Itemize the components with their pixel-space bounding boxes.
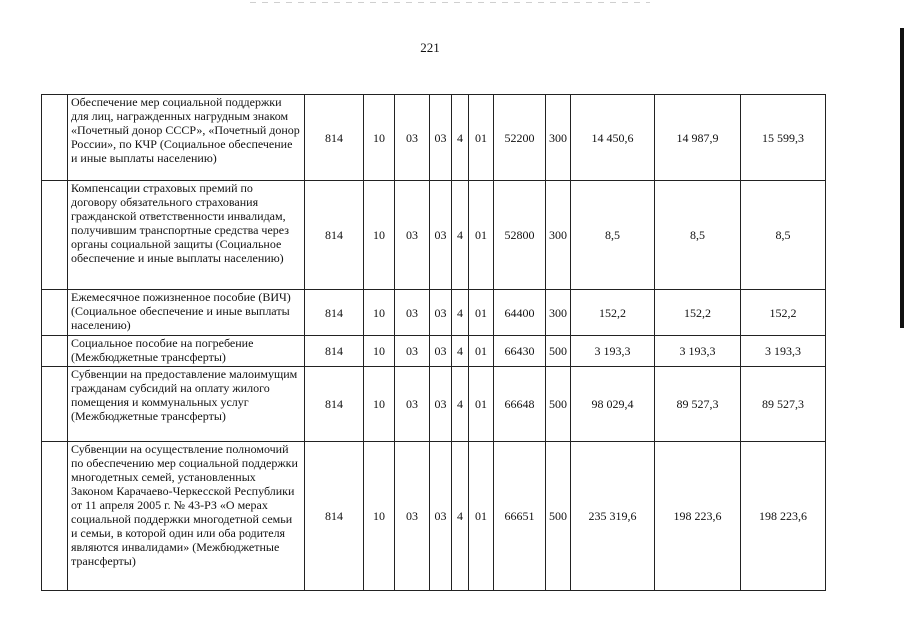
code-cell: 500 — [546, 367, 571, 442]
scan-edge-shadow — [900, 28, 904, 328]
code-cell: 4 — [452, 95, 469, 181]
code-cell: 814 — [305, 95, 364, 181]
code-cell: 4 — [452, 181, 469, 290]
code-cell: 01 — [469, 442, 494, 591]
description-cell: Субвенции на осуществление полномочий по обеспечению мер социальной поддержки многодетных семей, установленных Законом Карачаево-Черкесской Республики от 11 апреля 2005 г. № 43-РЗ «О мерах социальной поддержки многодетной семьи и семьи, в которой один или оба родителя являются инвалидами» (Межбюджетные трансферты) — [68, 442, 305, 591]
code-cell: 01 — [469, 181, 494, 290]
table-row — [42, 442, 826, 591]
code-cell: 10 — [364, 367, 395, 442]
code-cell: 03 — [430, 95, 452, 181]
amount-cell: 198 223,6 — [655, 442, 741, 591]
amount-cell: 14 450,6 — [571, 95, 655, 181]
amount-cell: 198 223,6 — [741, 442, 826, 591]
description-cell: Обеспечение мер социальной поддержки для лиц, награжденных нагрудным знаком «Почетный донор СССР», «Почетный донор России», по КЧР (Социальное обеспечение и иные выплаты населению) — [68, 95, 305, 181]
amount-cell: 152,2 — [741, 290, 826, 336]
code-cell: 03 — [430, 181, 452, 290]
amount-cell: 235 319,6 — [571, 442, 655, 591]
amount-cell: 8,5 — [741, 181, 826, 290]
code-cell: 10 — [364, 181, 395, 290]
code-cell: 52200 — [494, 95, 546, 181]
code-cell: 01 — [469, 95, 494, 181]
amount-cell: 89 527,3 — [655, 367, 741, 442]
code-cell: 03 — [395, 181, 430, 290]
row-number-cell — [42, 442, 68, 591]
code-cell: 814 — [305, 442, 364, 591]
amount-cell: 89 527,3 — [741, 367, 826, 442]
code-cell: 500 — [546, 336, 571, 367]
code-cell: 814 — [305, 181, 364, 290]
description-cell: Компенсации страховых премий по договору обязательного страхования гражданской ответственности инвалидам, получившим транспортные средства через органы социальной защиты (Социальное обеспечение и иные выплаты населению) — [68, 181, 305, 290]
code-cell: 814 — [305, 290, 364, 336]
code-cell: 03 — [395, 336, 430, 367]
row-number-cell — [42, 290, 68, 336]
table-row — [42, 367, 826, 442]
code-cell: 03 — [430, 367, 452, 442]
code-cell: 03 — [430, 442, 452, 591]
amount-cell: 15 599,3 — [741, 95, 826, 181]
code-cell: 10 — [364, 442, 395, 591]
code-cell: 03 — [430, 336, 452, 367]
code-cell: 66430 — [494, 336, 546, 367]
code-cell: 03 — [395, 367, 430, 442]
scan-artifact-line — [250, 2, 650, 3]
code-cell: 01 — [469, 336, 494, 367]
page-number: 221 — [420, 40, 440, 55]
amount-cell: 8,5 — [655, 181, 741, 290]
row-number-cell — [42, 181, 68, 290]
code-cell: 64400 — [494, 290, 546, 336]
row-number-cell — [42, 95, 68, 181]
code-cell: 66648 — [494, 367, 546, 442]
amount-cell: 3 193,3 — [655, 336, 741, 367]
amount-cell: 152,2 — [571, 290, 655, 336]
amount-cell: 8,5 — [571, 181, 655, 290]
code-cell: 4 — [452, 367, 469, 442]
row-number-cell — [42, 367, 68, 442]
code-cell: 03 — [395, 95, 430, 181]
amount-cell: 3 193,3 — [741, 336, 826, 367]
amount-cell: 98 029,4 — [571, 367, 655, 442]
row-number-cell — [42, 336, 68, 367]
code-cell: 4 — [452, 442, 469, 591]
amount-cell: 152,2 — [655, 290, 741, 336]
code-cell: 01 — [469, 290, 494, 336]
code-cell: 03 — [430, 290, 452, 336]
code-cell: 10 — [364, 290, 395, 336]
table-row — [42, 290, 826, 336]
amount-cell: 14 987,9 — [655, 95, 741, 181]
code-cell: 300 — [546, 290, 571, 336]
code-cell: 66651 — [494, 442, 546, 591]
code-cell: 500 — [546, 442, 571, 591]
code-cell: 300 — [546, 95, 571, 181]
table-row — [42, 181, 826, 290]
amount-cell: 3 193,3 — [571, 336, 655, 367]
code-cell: 300 — [546, 181, 571, 290]
description-cell: Ежемесячное пожизненное пособие (ВИЧ) (Социальное обеспечение и иные выплаты населению) — [68, 290, 305, 336]
code-cell: 814 — [305, 367, 364, 442]
code-cell: 10 — [364, 336, 395, 367]
code-cell: 10 — [364, 95, 395, 181]
code-cell: 01 — [469, 367, 494, 442]
code-cell: 03 — [395, 442, 430, 591]
code-cell: 52800 — [494, 181, 546, 290]
code-cell: 4 — [452, 290, 469, 336]
table-row — [42, 336, 826, 367]
table-row — [42, 95, 826, 181]
description-cell: Социальное пособие на погребение (Межбюджетные трансферты) — [68, 336, 305, 367]
budget-table — [41, 94, 826, 591]
code-cell: 4 — [452, 336, 469, 367]
code-cell: 03 — [395, 290, 430, 336]
description-cell: Субвенции на предоставление малоимущим гражданам субсидий на оплату жилого помещения и коммунальных услуг (Межбюджетные трансферты) — [68, 367, 305, 442]
code-cell: 814 — [305, 336, 364, 367]
